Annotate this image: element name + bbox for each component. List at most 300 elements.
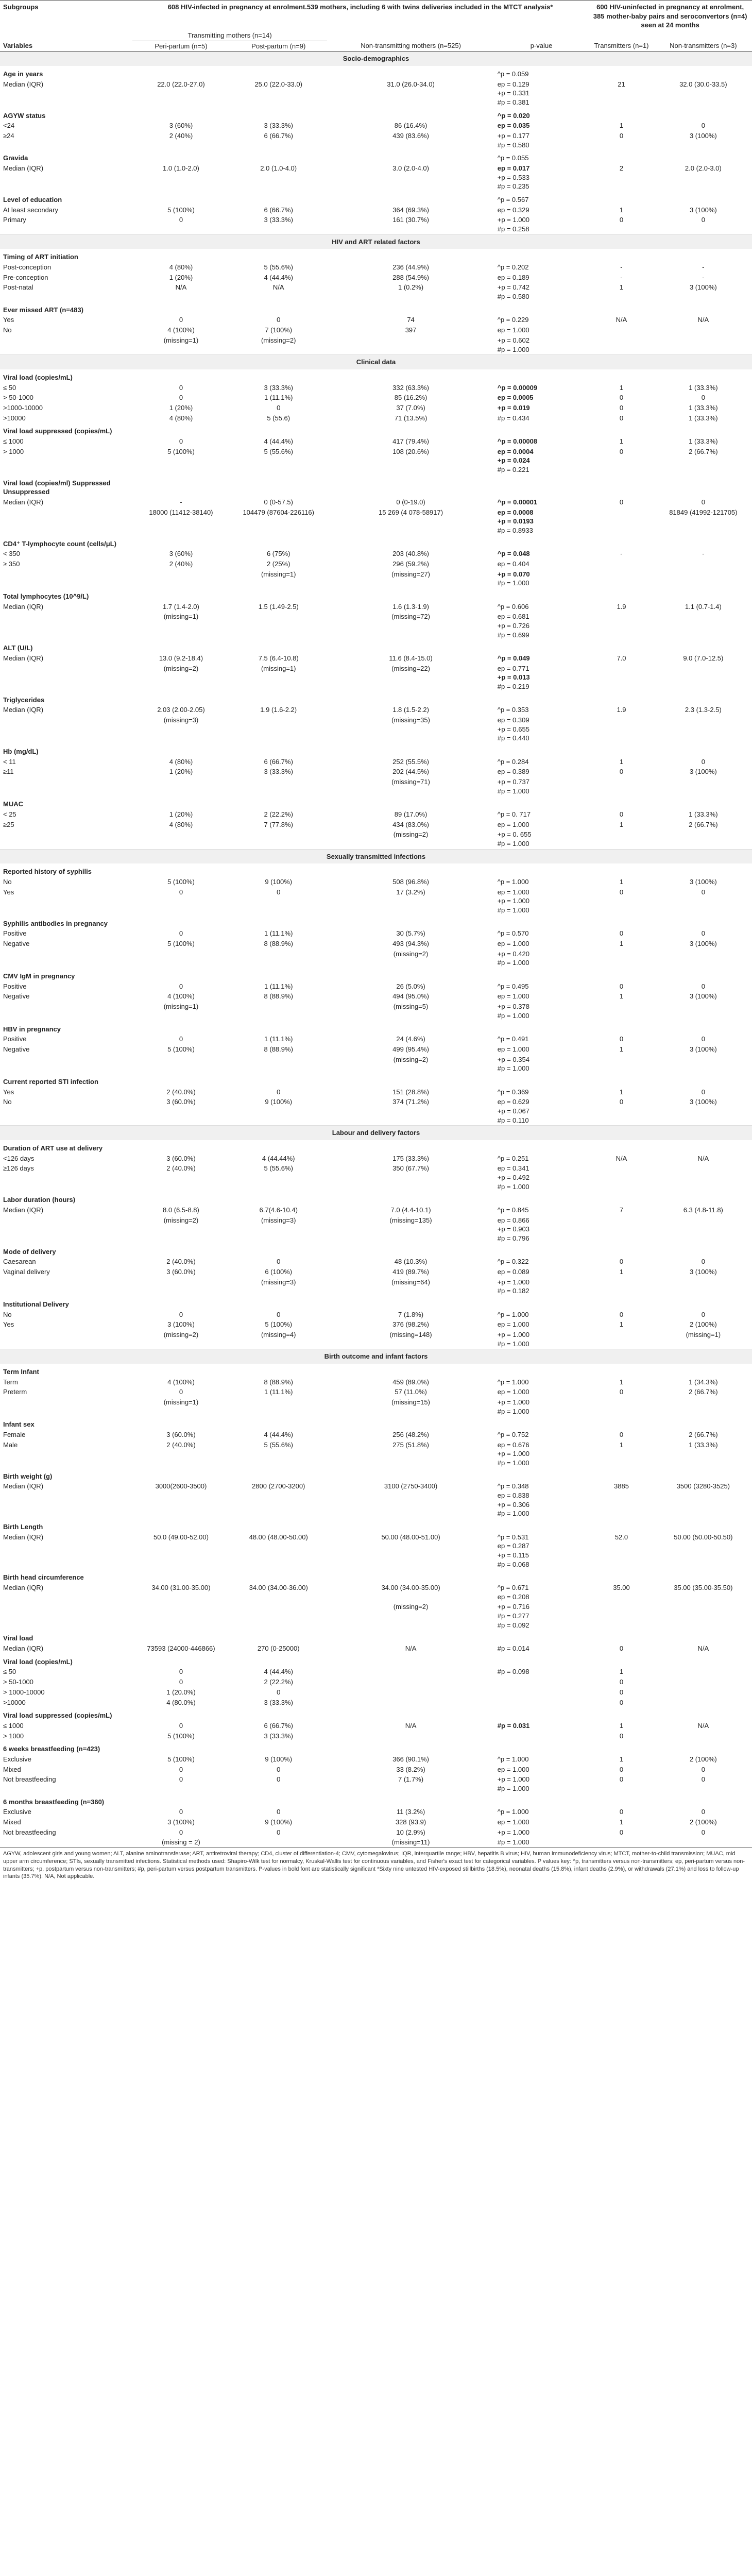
post-partum-cell — [230, 1630, 327, 1643]
non-transmitting-cell: 17 (3.2%) — [396, 888, 425, 896]
table-row — [0, 335, 752, 355]
p-value: ^p = 0.369 — [497, 1088, 529, 1096]
row-label: ≥ 350 — [3, 560, 20, 568]
post-partum-cell — [230, 192, 327, 205]
post-partum-cell: 7.5 (6.4-10.8) — [258, 654, 299, 662]
peri-partum-cell — [132, 829, 230, 849]
transmitters-cell: - — [620, 273, 623, 281]
variable-name: Birth head circumference — [3, 1573, 84, 1582]
peri-partum-cell: 4 (80%) — [169, 820, 193, 828]
p-value-cell — [494, 1397, 588, 1416]
peri-partum-cell — [132, 692, 230, 705]
table-row — [0, 1205, 752, 1215]
post-partum-cell: 0 — [277, 316, 281, 324]
non-transmitting-cell: N/A — [405, 1721, 417, 1730]
table-row — [0, 569, 752, 588]
non-transmitters-cell: 3 (100%) — [689, 992, 717, 1001]
non-transmitting-cell — [327, 66, 494, 79]
post-partum-cell: 25.0 (22.0-33.0) — [254, 80, 302, 88]
post-partum-cell: 0 — [277, 1088, 281, 1096]
p-value: ep = 0.329 — [497, 206, 529, 214]
peri-partum-cell: 1.0 (1.0-2.0) — [163, 164, 199, 173]
p-value: +p = 0.013 — [497, 673, 530, 682]
non-transmitting-cell: 1 (0.2%) — [398, 283, 424, 292]
p-value-cell — [494, 282, 588, 301]
table-row — [0, 1667, 752, 1677]
p-value-cell — [494, 475, 588, 497]
non-transmitting-cell: 332 (63.3%) — [392, 383, 429, 392]
non-transmitting-cell: 1.6 (1.3-1.9) — [392, 602, 429, 611]
peri-partum-cell — [132, 1707, 230, 1721]
post-partum-cell — [230, 108, 327, 121]
p-value: #p = 1.000 — [497, 959, 529, 967]
row-label: Term — [3, 1378, 18, 1386]
transmitters-cell — [588, 536, 654, 549]
p-value: +p = 1.000 — [497, 1330, 529, 1338]
variable-row — [0, 692, 752, 705]
non-transmitters-cell — [655, 777, 752, 796]
p-value: #p = 0.277 — [497, 1612, 529, 1620]
transmitters-cell: 21 — [618, 80, 625, 88]
p-value: +p = 0.903 — [497, 1225, 529, 1233]
non-transmitting-cell: 89 (17.0%) — [394, 810, 428, 819]
non-transmitters-cell: 0 — [701, 1310, 705, 1318]
post-partum-cell: 104479 (87604-226116) — [243, 508, 314, 516]
p-value: ^p = 0.049 — [497, 654, 530, 662]
table-row — [0, 653, 752, 664]
p-value: ^p = 0.353 — [497, 706, 529, 714]
variable-name: ALT (U/L) — [3, 644, 33, 652]
transmitters-cell: 1 — [619, 757, 624, 766]
table-row — [0, 1310, 752, 1320]
section-header — [0, 52, 752, 66]
p-value: ^p = 0.284 — [497, 757, 529, 766]
variable-row — [0, 108, 752, 121]
non-transmitting-cell — [327, 588, 494, 602]
variable-row — [0, 1569, 752, 1583]
peri-partum-cell: 3 (100%) — [167, 1818, 195, 1826]
non-transmitters-cell: 0 — [701, 122, 705, 130]
variable-row — [0, 743, 752, 757]
non-transmitting-cell: 296 (59.2%) — [392, 560, 429, 568]
transmitters-cell — [588, 335, 654, 355]
table-row — [0, 1055, 752, 1074]
non-transmitters-cell — [655, 743, 752, 757]
p-value: ep = 0.389 — [497, 768, 529, 776]
variable-name: 6 weeks breastfeeding (n=423) — [3, 1745, 100, 1753]
p-value: +p = 1.000 — [497, 216, 529, 224]
table-row — [0, 507, 752, 536]
p-value-cell — [494, 1087, 588, 1097]
row-label: Median (IQR) — [3, 164, 44, 173]
table-row — [0, 1002, 752, 1021]
non-transmitters-cell: 0 — [701, 888, 705, 896]
peri-partum-cell: 0 — [179, 394, 183, 402]
peri-partum-cell: 2 (40.0%) — [166, 1088, 196, 1096]
p-value-cell — [494, 1215, 588, 1244]
row-label: > 1000 — [3, 1732, 24, 1740]
p-value: ep = 1.000 — [497, 940, 529, 948]
p-value-cell — [494, 1154, 588, 1164]
peri-partum-cell: (missing=2) — [163, 1330, 199, 1338]
post-partum-cell — [230, 475, 327, 497]
row-label: > 1000 — [3, 447, 24, 455]
p-value-cell — [494, 1630, 588, 1643]
row-label: >10000 — [3, 1698, 26, 1706]
table-row — [0, 1377, 752, 1387]
transmitters-cell — [588, 192, 654, 205]
row-label — [0, 1837, 132, 1848]
transmitters-cell: 7 — [619, 1206, 624, 1214]
p-value-cell — [494, 403, 588, 413]
row-label: ≥24 — [3, 132, 14, 140]
non-transmitting-cell — [327, 916, 494, 929]
p-value: ep = 0.0005 — [497, 394, 534, 402]
row-label: ≤ 1000 — [3, 1721, 24, 1730]
non-transmitting-cell: 7 (1.7%) — [398, 1775, 424, 1784]
peri-partum-cell — [132, 569, 230, 588]
p-value-cell — [494, 939, 588, 949]
peri-partum-cell: 0 — [179, 437, 183, 445]
p-value-cell — [494, 549, 588, 559]
non-transmitters-cell — [655, 1667, 752, 1677]
non-transmitting-cell: 151 (28.8%) — [392, 1088, 429, 1096]
non-transmitting-cell: 26 (5.0%) — [396, 982, 425, 990]
peri-partum-cell — [132, 640, 230, 653]
table-row — [0, 1397, 752, 1416]
peri-partum-cell: (missing=1) — [163, 613, 199, 621]
p-value: +p = 0.354 — [497, 1055, 529, 1063]
non-transmitters-cell: N/A — [697, 1154, 709, 1162]
table-row — [0, 939, 752, 949]
non-transmitting-cell: 275 (51.8%) — [392, 1440, 429, 1449]
p-value-cell — [494, 1468, 588, 1482]
peri-partum-cell: (missing=3) — [163, 716, 199, 724]
non-transmitting-cell — [327, 1074, 494, 1087]
transmitters-cell: 2 — [619, 164, 624, 173]
variable-name: Birth weight (g) — [3, 1472, 53, 1480]
p-value: ep = 1.000 — [497, 820, 529, 828]
p-value-cell — [494, 569, 588, 588]
peri-partum-cell: 5 (100%) — [167, 940, 195, 948]
p-value-cell — [494, 1074, 588, 1087]
non-transmitting-cell: 3100 (2750-3400) — [384, 1482, 438, 1490]
post-partum-cell: 3 (33.3%) — [264, 1698, 293, 1706]
transmitters-cell — [588, 743, 654, 757]
non-transmitting-cell — [327, 1707, 494, 1721]
p-value: ^p = 0.348 — [497, 1482, 529, 1490]
peri-partum-cell: (missing = 2) — [162, 1838, 200, 1846]
table-row — [0, 383, 752, 393]
row-label — [0, 1330, 132, 1349]
peri-partum-cell — [132, 1741, 230, 1754]
post-partum-cell: (missing=2) — [261, 336, 296, 344]
row-label: Post-conception — [3, 263, 52, 272]
variable-row — [0, 796, 752, 809]
peri-partum-cell: 1 (20%) — [169, 403, 193, 412]
p-value: #p = 1.000 — [497, 1459, 529, 1467]
p-value-cell — [494, 215, 588, 234]
p-value-cell — [494, 1817, 588, 1827]
table-row — [0, 809, 752, 820]
p-value: ^p = 0.570 — [497, 929, 529, 938]
transmitters-cell: - — [620, 550, 623, 558]
table-row — [0, 1602, 752, 1630]
table-row — [0, 163, 752, 192]
table-row — [0, 949, 752, 968]
non-transmitters-cell: 3 (100%) — [689, 940, 717, 948]
p-value-cell — [494, 1481, 588, 1519]
p-value-cell — [494, 1430, 588, 1440]
post-partum-cell: 9 (100%) — [265, 1098, 293, 1106]
non-transmitting-cell: 34.00 (34.00-35.00) — [381, 1584, 440, 1592]
post-partum-cell — [230, 1707, 327, 1721]
peri-partum-cell: 2 (40.0%) — [166, 1164, 196, 1173]
peri-partum-cell: 0 — [179, 1388, 183, 1396]
transmitters-cell — [588, 1416, 654, 1430]
p-value-cell — [494, 1698, 588, 1708]
non-transmitters-cell — [655, 1296, 752, 1310]
row-label: Primary — [3, 216, 26, 224]
transmitters-cell — [588, 777, 654, 796]
p-value: ^p = 0.322 — [497, 1258, 529, 1266]
transmitters-cell — [588, 1794, 654, 1807]
row-label: ≤ 1000 — [3, 437, 24, 445]
transmitters-cell — [588, 1330, 654, 1349]
variable-name: Age in years — [3, 70, 43, 78]
p-value-cell — [494, 692, 588, 705]
post-partum-cell — [230, 743, 327, 757]
non-transmitting-cell: 0 (0-19.0) — [396, 498, 425, 506]
table-row — [0, 1677, 752, 1687]
non-transmitters-cell — [655, 1364, 752, 1377]
row-label: No — [3, 1310, 12, 1318]
table-row — [0, 403, 752, 413]
p-value: +p = 0. 655 — [497, 831, 532, 839]
post-partum-cell — [230, 150, 327, 163]
transmitters-cell: 0 — [619, 810, 624, 819]
non-transmitting-cell — [327, 302, 494, 315]
p-value-cell — [494, 1519, 588, 1532]
post-partum-cell: 6 (75%) — [266, 550, 290, 558]
non-transmitting-cell — [327, 1364, 494, 1377]
row-label: < 11 — [3, 757, 16, 766]
peri-partum-cell: 0 — [179, 1678, 183, 1686]
peri-partum-cell: 3 (60%) — [169, 122, 193, 130]
table-row — [0, 991, 752, 1002]
post-partum-cell: 1 (11.1%) — [264, 982, 293, 990]
p-value: #p = 0.796 — [497, 1234, 529, 1242]
non-transmitting-cell — [327, 1296, 494, 1310]
p-value-cell — [494, 447, 588, 475]
p-value-cell — [494, 1319, 588, 1330]
post-partum-cell: 6 (66.7%) — [264, 132, 293, 140]
post-partum-cell: (missing=3) — [261, 1278, 296, 1286]
p-value: ^p = 0.567 — [497, 196, 529, 204]
non-transmitting-cell: 366 (90.1%) — [392, 1755, 429, 1763]
non-transmitters-cell: 1 (33.3%) — [689, 437, 718, 445]
non-transmitting-cell: 494 (95.0%) — [392, 992, 429, 1001]
non-transmitters-cell — [655, 1215, 752, 1244]
peri-partum-header: Peri-partum (n=5) — [132, 41, 230, 52]
post-partum-cell — [230, 1519, 327, 1532]
table-row — [0, 1754, 752, 1765]
peri-partum-cell — [132, 1244, 230, 1257]
non-transmitting-cell: 161 (30.7%) — [392, 216, 429, 224]
p-value-cell — [494, 1021, 588, 1035]
transmitters-cell — [588, 1569, 654, 1583]
p-value: #p = 0.031 — [497, 1721, 530, 1730]
non-transmitters-cell — [655, 863, 752, 877]
row-label: No — [3, 878, 12, 886]
p-value-cell — [494, 991, 588, 1002]
p-value: #p = 1.000 — [497, 840, 529, 848]
peri-partum-cell — [132, 1140, 230, 1154]
peri-partum-cell: (missing=1) — [163, 1003, 199, 1011]
post-partum-cell: 0 — [277, 1258, 281, 1266]
p-value-cell — [494, 1163, 588, 1192]
p-value: ^p = 0.055 — [497, 154, 529, 162]
row-label: Median (IQR) — [3, 706, 44, 714]
post-partum-cell: 0 (0-57.5) — [264, 498, 293, 506]
p-value-cell — [494, 981, 588, 992]
p-value-cell — [494, 916, 588, 929]
non-transmitting-cell: 350 (67.7%) — [392, 1164, 429, 1173]
non-transmitting-cell: 459 (89.0%) — [392, 1378, 429, 1386]
non-transmitters-cell: 0 — [701, 1258, 705, 1266]
table-row — [0, 1044, 752, 1055]
peri-partum-cell: 73593 (24000-446866) — [147, 1645, 215, 1653]
table-row — [0, 1643, 752, 1654]
p-value: ^p = 0.00001 — [497, 498, 538, 506]
row-label: <24 — [3, 122, 15, 130]
peri-partum-cell — [132, 475, 230, 497]
table-row — [0, 131, 752, 150]
non-transmitting-cell — [327, 1140, 494, 1154]
row-label: Mixed — [3, 1818, 21, 1826]
peri-partum-cell: 2 (40%) — [169, 560, 193, 568]
post-partum-cell: 4 (44.4%) — [264, 437, 293, 445]
non-transmitting-cell — [327, 1698, 494, 1708]
p-value-cell — [494, 436, 588, 447]
non-transmitting-cell: 50.00 (48.00-51.00) — [381, 1533, 440, 1541]
post-partum-cell — [230, 863, 327, 877]
table-row — [0, 877, 752, 887]
row-label: Negative — [3, 992, 30, 1001]
non-transmitting-cell: 328 (93.9) — [395, 1818, 426, 1826]
post-partum-cell — [230, 777, 327, 796]
variable-row — [0, 1074, 752, 1087]
post-partum-cell: 0 — [277, 888, 281, 896]
transmitters-cell: 0 — [619, 498, 624, 506]
p-value: #p = 1.000 — [497, 1064, 529, 1073]
p-value: ^p = 1.000 — [497, 878, 529, 886]
transmitters-cell — [588, 1468, 654, 1482]
transmitters-cell: 1 — [619, 1320, 624, 1329]
row-label: At least secondary — [3, 206, 58, 214]
post-partum-cell — [230, 1244, 327, 1257]
post-partum-cell: 5 (100%) — [265, 1320, 293, 1329]
non-transmitters-cell: 3 (100%) — [689, 878, 717, 886]
variable-name: CMV IgM in pregnancy — [3, 972, 75, 980]
p-value: ^p = 0.020 — [497, 111, 530, 120]
transmitters-cell: 7.0 — [617, 654, 626, 662]
peri-partum-cell: 3 (60.0%) — [166, 1154, 196, 1162]
post-partum-cell — [230, 1364, 327, 1377]
post-partum-cell: 9 (100%) — [265, 878, 293, 886]
post-partum-cell — [230, 612, 327, 640]
table-row — [0, 447, 752, 475]
transmitters-cell — [588, 612, 654, 640]
peri-partum-cell: 0 — [179, 888, 183, 896]
p-value: +p = 0.019 — [497, 403, 530, 412]
table-row — [0, 767, 752, 777]
p-value-cell — [494, 163, 588, 192]
transmitters-cell: 0 — [619, 1035, 624, 1043]
transmitters-cell: 0 — [619, 1258, 624, 1266]
subgroups-header: Subgroups — [0, 1, 132, 31]
p-value-cell — [494, 809, 588, 820]
non-transmitters-cell: 0 — [701, 929, 705, 938]
p-value-cell — [494, 393, 588, 403]
p-value: #p = 0.092 — [497, 1621, 529, 1629]
non-transmitting-cell: (missing=35) — [391, 716, 430, 724]
non-transmitters-cell: 0 — [701, 1808, 705, 1816]
peri-partum-cell: 1 (20.0%) — [166, 1688, 196, 1696]
table-row — [0, 215, 752, 234]
p-value: #p = 0.8933 — [497, 526, 533, 534]
post-partum-cell: (missing=4) — [261, 1330, 296, 1338]
variable-row — [0, 968, 752, 981]
p-value-cell — [494, 1721, 588, 1731]
peri-partum-cell — [132, 796, 230, 809]
variable-name: Birth Length — [3, 1523, 43, 1531]
variable-name: Reported history of syphilis — [3, 868, 92, 876]
variable-row — [0, 1140, 752, 1154]
peri-partum-cell — [132, 1055, 230, 1074]
transmitters-cell: 1 — [619, 1378, 624, 1386]
p-value-cell — [494, 1267, 588, 1277]
p-value: #p = 1.000 — [497, 787, 529, 795]
non-transmitting-cell: (missing=71) — [391, 778, 430, 786]
non-transmitters-cell — [655, 536, 752, 549]
row-label: ≥11 — [3, 768, 14, 776]
row-label — [0, 1277, 132, 1296]
post-partum-cell: 9 (100%) — [265, 1755, 293, 1763]
row-label: Yes — [3, 1320, 14, 1329]
peri-partum-cell — [132, 369, 230, 383]
p-value-cell — [494, 949, 588, 968]
non-transmitting-cell — [327, 1192, 494, 1205]
row-label: Median (IQR) — [3, 1482, 44, 1490]
transmitters-cell — [588, 475, 654, 497]
non-transmitters-cell: - — [702, 263, 705, 272]
p-value-cell — [494, 205, 588, 215]
table-row — [0, 413, 752, 423]
p-value: ep = 1.000 — [497, 1045, 529, 1053]
non-transmitters-cell — [655, 1677, 752, 1687]
p-value: +p = 0.420 — [497, 950, 529, 958]
non-transmitters-cell — [655, 325, 752, 335]
table-row — [0, 282, 752, 301]
transmitters-cell — [588, 325, 654, 335]
transmitters-cell: 0 — [619, 1388, 624, 1396]
non-transmitters-cell — [655, 692, 752, 705]
non-transmitters-cell: 0 — [701, 498, 705, 506]
transmitters-cell — [588, 1296, 654, 1310]
table-row — [0, 1034, 752, 1044]
row-label: Not breastfeeding — [3, 1828, 56, 1836]
